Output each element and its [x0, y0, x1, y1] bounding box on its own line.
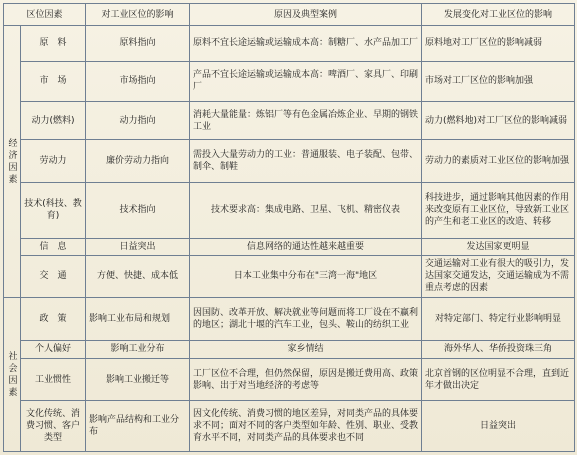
row-cases: 工厂区位不合理，但仍然保留，原因是搬迁费用高、政策影响、出于对当地经济的考虑等 — [190, 358, 422, 400]
row-change: 发达国家更明显 — [422, 238, 575, 255]
group-social — [4, 298, 21, 452]
row-factor: 个人偏好 — [21, 340, 86, 358]
row-change: 科技进步，通过影响其他因素的作用来改变原有工业区位，导致新工业区的产生和老工业区的改造、转移 — [422, 182, 575, 238]
row-impact: 日益突出 — [86, 238, 190, 255]
table-row — [4, 255, 575, 297]
header-change: 发展变化对工业区位的影响 — [422, 4, 575, 26]
table-row — [4, 182, 575, 238]
header-impact: 对工业区位的影响 — [86, 4, 190, 26]
group-economic-label: 经济因素 — [8, 138, 18, 185]
row-change: 日益突出 — [422, 401, 575, 452]
row-cases: 家乡情结 — [190, 340, 422, 358]
table-row — [4, 340, 575, 358]
row-cases: 产品不宜长途运输或运输成本高：啤酒厂、家具厂、印刷厂 — [190, 61, 422, 101]
row-change: 原料地对工厂区位的影响减弱 — [422, 26, 575, 61]
header-cases: 原因及典型案例 — [190, 4, 422, 26]
row-factor: 工业惯性 — [21, 358, 86, 400]
table-row — [4, 61, 575, 101]
row-factor: 市 场 — [21, 61, 86, 101]
row-cases: 需投入大量劳动力的工业：普通服装、电子装配、包带、制伞、制鞋 — [190, 140, 422, 182]
row-change: 劳动力的素质对工业区位的影响加强 — [422, 140, 575, 182]
header-factor: 区位因素 — [4, 4, 86, 26]
row-change: 对特定部门、特定行业影响明显 — [422, 298, 575, 340]
row-impact: 影响产品结构和工业分布 — [86, 401, 190, 452]
row-impact: 廉价劳动力指向 — [86, 140, 190, 182]
row-impact: 市场指向 — [86, 61, 190, 101]
table-row — [4, 140, 575, 182]
row-impact: 影响工业分布 — [86, 340, 190, 358]
table-row — [4, 401, 575, 452]
table-row — [4, 102, 575, 140]
row-impact: 动力指向 — [86, 102, 190, 140]
row-factor: 原 料 — [21, 26, 86, 61]
row-factor: 信 息 — [21, 238, 86, 255]
row-cases: 信息网络的通达性越来越重要 — [190, 238, 422, 255]
row-change: 交通运输对工业有很大的吸引力，发达国家交通发达，交通运输成为不需重点考虑的因素 — [422, 255, 575, 297]
group-social-label: 社会因素 — [8, 351, 18, 398]
table-row — [4, 298, 575, 340]
row-cases: 因国防、改革开放、解决就业等问题而将工厂设在不赢利的地区；湖北十堰的汽车工业，包头、鞍山的纺织工业 — [190, 298, 422, 340]
row-impact: 方便、快捷、成本低 — [86, 255, 190, 297]
table-row — [4, 238, 575, 255]
row-impact: 技术指向 — [86, 182, 190, 238]
row-impact: 原料指向 — [86, 26, 190, 61]
row-change: 海外华人、华侨投资珠三角 — [422, 340, 575, 358]
row-cases: 因文化传统、消费习惯的地区差异，对同类产品的具体要求不同；面对不同的客户类型如年龄、性别、职业、受教育水平不同，对同类产品的具体要求也不同 — [190, 401, 422, 452]
row-factor: 劳动力 — [21, 140, 86, 182]
row-change: 市场对工厂区位的影响加强 — [422, 61, 575, 101]
row-impact: 影响工业搬迁等 — [86, 358, 190, 400]
industrial-location-table — [3, 3, 575, 452]
row-change: 动力(燃料地)对工厂区位的影响减弱 — [422, 102, 575, 140]
row-factor: 交 通 — [21, 255, 86, 297]
row-factor: 政 策 — [21, 298, 86, 340]
table-row — [4, 358, 575, 400]
row-cases: 原料不宜长途运输或运输成本高：制糖厂、水产品加工厂 — [190, 26, 422, 61]
row-cases: 消耗大量能量：炼铝厂等有色金属冶炼企业、早期的钢铁工业 — [190, 102, 422, 140]
row-factor: 技术(科技、教育) — [21, 182, 86, 238]
header-row — [4, 4, 575, 26]
row-cases: 技术要求高：集成电路、卫星、飞机、精密仪表 — [190, 182, 422, 238]
row-change: 北京首钢的区位明显不合理，直到近年才做出决定 — [422, 358, 575, 400]
row-impact: 影响工业布局和规划 — [86, 298, 190, 340]
row-factor: 动力(燃料) — [21, 102, 86, 140]
row-factor: 文化传统、消费习惯、客户类型 — [21, 401, 86, 452]
group-economic — [4, 26, 21, 298]
table-row — [4, 26, 575, 61]
row-cases: 日本工业集中分布在"三湾一海"地区 — [190, 255, 422, 297]
